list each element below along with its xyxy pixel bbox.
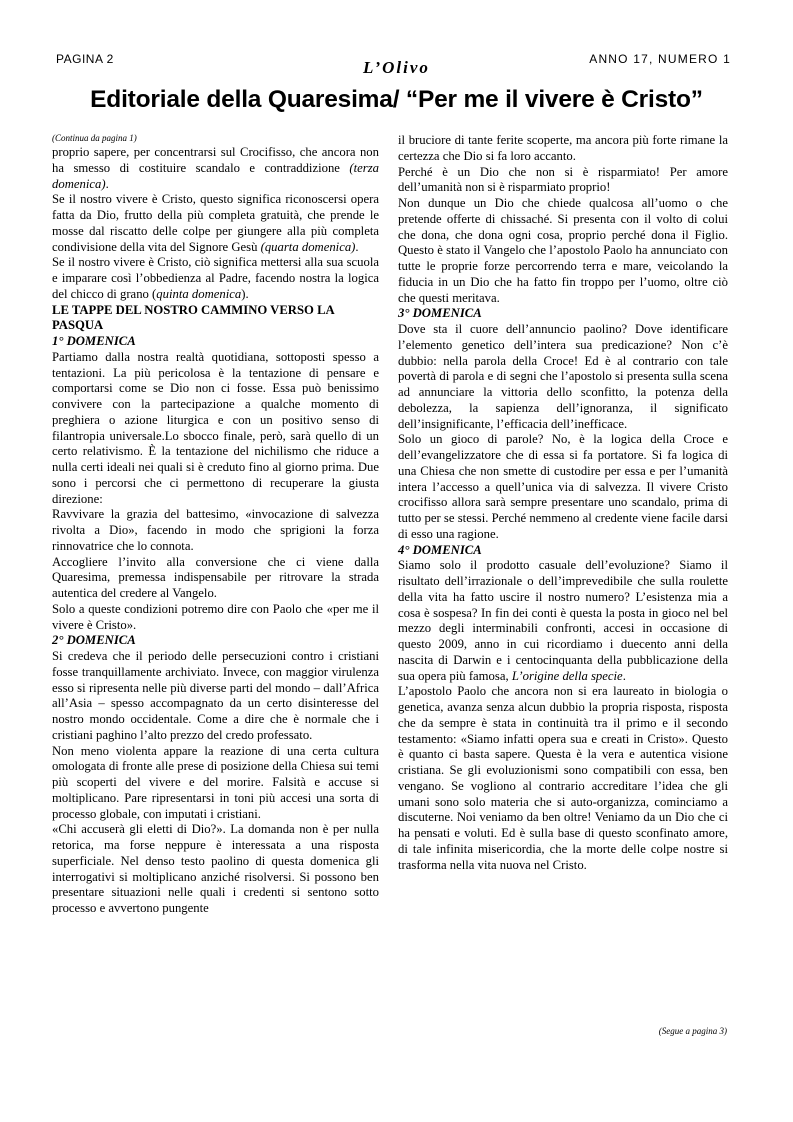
paragraph: Dove sta il cuore dell’annuncio paolino? Dove identificare l’elemento genetico dell’intera sua predicazione? Non c’è dubbio: nella parola della Croce! Ed è al contrario con tale povertà di parola e di segni che l’apostolo si presenta sulla scena ad annunciare la vittoria dello sconfitto, la potenza della debolezza, la sapienza dell’ignoranza, il significato dell’insignificante, l’efficacia dell’inefficace. <box>398 322 728 431</box>
sunday-1-heading: 1° DOMENICA <box>52 334 136 348</box>
paragraph <box>398 558 728 684</box>
text: . <box>105 176 109 191</box>
paragraph: Accogliere l’invito alla conversione che ci viene dalla Quaresima, premessa indispensabile per ritrovare la strada autentica del credere al Vangelo. <box>52 554 379 600</box>
sunday-2-heading: 2° DOMENICA <box>52 633 136 648</box>
paragraph: Non dunque un Dio che chiede qualcosa all’uomo o che pretende offerte di chissaché. Si presenta con il volto di colui che dona, che dona ogni cosa, proprio perché dona il Figlio. Questo è stato il Vangelo che l’apostolo Paolo ha annunciato con tutte le proprie forze percorrendo terra e mare, veicolando la fiducia in un Dio che ha fatto fin troppo per l’uomo, oltre ciò che questi meritava. <box>398 196 728 305</box>
emphasis: (quarta domenica) <box>260 239 356 254</box>
issue-label: ANNO 17, NUMERO 1 <box>589 52 731 66</box>
paragraph: Ravvivare la grazia del battesimo, «invocazione di salvezza rivolta a Dio», facendo in modo che sprigioni la forza rinnovatrice che lo connota. <box>52 507 379 553</box>
sunday-3-heading: 3° DOMENICA <box>398 306 482 321</box>
paragraph: Perché è un Dio che non si è risparmiato! Per amore dell’umanità non si è risparmiato proprio! <box>398 164 728 195</box>
paragraph: Solo a queste condizioni potremo dire con Paolo che «per me il vivere è Cristo». <box>52 601 379 632</box>
paragraph: il bruciore di tante ferite scoperte, ma ancora più forte rimane la certezza che Dio si fa loro accanto. <box>398 133 728 163</box>
paragraph: Si credeva che il periodo delle persecuzioni contro i cristiani fosse tranquillamente archiviato. Invece, con maggior virulenza esso si ripresenta nelle più diverse parti del mondo – dall’Africa all’Asia – spesso accompagnato da un certo disinteresse del nostro mondo occidentale. Come a dire che è normale che i cristiani paghino l’alto prezzo del credo professato. <box>52 649 379 742</box>
continues-on-note: (Segue a pagina 3) <box>658 1026 727 1036</box>
masthead: L’Olivo <box>363 58 430 77</box>
paragraph: «Chi accuserà gli eletti di Dio?». La domanda non è per nulla retorica, ma forse neppure è interessata a una risposta superficiale. Nel denso testo paolino di questa domenica gli interrogativi si moltiplicano anziché risolversi. Si possono ben presentare situazioni nelle quali i credenti si sentono sotto processo e avvertono pungente <box>52 822 379 915</box>
emphasis: (terza domenica) <box>52 160 379 191</box>
paragraph <box>52 192 379 255</box>
paragraph <box>52 255 379 302</box>
text: ). <box>241 286 249 301</box>
paragraph: Non meno violenta appare la reazione di una certa cultura omologata di fronte alle prese di posizione della Chiesa sui temi più scoperti del vivere e del morire. Falsità e accuse si moltiplicano. Pare ripresentarsi in toni più accesi una sorta di processo globale, con imputati i cristiani. <box>52 743 379 821</box>
text: Siamo solo il prodotto casuale dell’evoluzione? Siamo il risultato dell’irrazionale o dell’imprevedibile che sulla roulette della vita ha fatto uscire il nostro numero? L’esistenza mia a cosa è sospesa? In fin dei conti è questa la posta in gioco nel bel mezzo degli interminabili confronti, accesi in occasione di questo 2009, anno in cui ricordiamo i duecento anni della nascita di Darwin e i centocinquanta della pubblicazione della sua opera più famosa, <box>398 558 728 683</box>
continued-from-note: (Continua da pagina 1) <box>52 133 137 143</box>
text: Se il nostro vivere è Cristo, ciò significa mettersi alla sua scuola e imparare così l’obbedienza al Padre, facendo nostra la logica del chicco di grano ( <box>52 255 379 301</box>
page-number: PAGINA 2 <box>56 52 114 66</box>
article-title: Editoriale della Quaresima/ “Per me il vivere è Cristo” <box>90 86 703 113</box>
paragraph: Partiamo dalla nostra realtà quotidiana, sottoposti spesso a tentazioni. La più pericolosa è la tentazione di pensare e comportarsi come se Dio non ci fosse. Essa può benissimo convivere con la partecipazione a qualche momento di preghiera o azione liturgica e con un positivo senso di filantropia universale.Lo sbocco finale, però, sarà quello di un certo relativismo. È la tentazione del nichilismo che riduce a nulla certi ideali nei quali si è creduto fino al giorno prima. Due sono i percorsi che ci permettono di recuperare la giusta direzione: <box>52 349 379 506</box>
paragraph: L’apostolo Paolo che ancora non si era laureato in biologia o genetica, avanza senza alcun dubbio la propria risposta, risposta che da sempre è stata in continuità tra il primo e il secondo testamento: «Siamo infatti opera sua e creati in Cristo». Questo è quanto ci basta sapere. Questa è la vera e autentica visione cristiana. Se gli evoluzionismi sono compatibili con essa, ben vengano. Se vogliono al contrario accreditare l’idea che gli umani sono solo materia che si auto-organizza, cominciamo a discuterne. Noi veniamo da ben oltre! Veniamo da un Dio che ci ha pensati e voluti. Ed è sulla base di questo sconfinato amore, di tale infinita misericordia, che la morte delle colpe nostre si trasforma nella vita nuova nel Cristo. <box>398 684 728 872</box>
left-column <box>52 133 379 917</box>
text: . <box>355 239 359 254</box>
sunday-4-heading: 4° DOMENICA <box>398 542 482 557</box>
paragraph <box>52 145 379 192</box>
text: proprio sapere, per concentrarsi sul Crocifisso, che ancora non ha smesso di costituire scandalo e contraddizione <box>52 145 379 175</box>
section-heading: LE TAPPE DEL NOSTRO CAMMINO VERSO LA PASQUA <box>52 302 334 333</box>
right-column <box>398 133 728 873</box>
text: . <box>622 668 626 683</box>
emphasis: L’origine della specie <box>511 668 623 683</box>
paragraph: Solo un gioco di parole? No, è la logica della Croce e dell’evangelizzatore che di essa si fa portatore. Si fa logica di una Chiesa che non smette di custodire per essa e per l’umanità intera l’accesso a quell’unica via di salvezza. Il vivere Cristo crocifisso allora sarà sempre presentare uno scandalo, prima di tutto per se stessi. Perché nemmeno al credente viene facile darsi di esso una ragione. <box>398 432 728 541</box>
text: Se il nostro vivere è Cristo, questo significa riconoscersi opera fatta da Dio, frutto della più completa gratuità, che prende le mosse dal riscatto delle colpe per giungere alla più completa condivisione della vita del Signore Gesù <box>52 192 379 254</box>
emphasis: quinta domenica <box>156 286 242 301</box>
